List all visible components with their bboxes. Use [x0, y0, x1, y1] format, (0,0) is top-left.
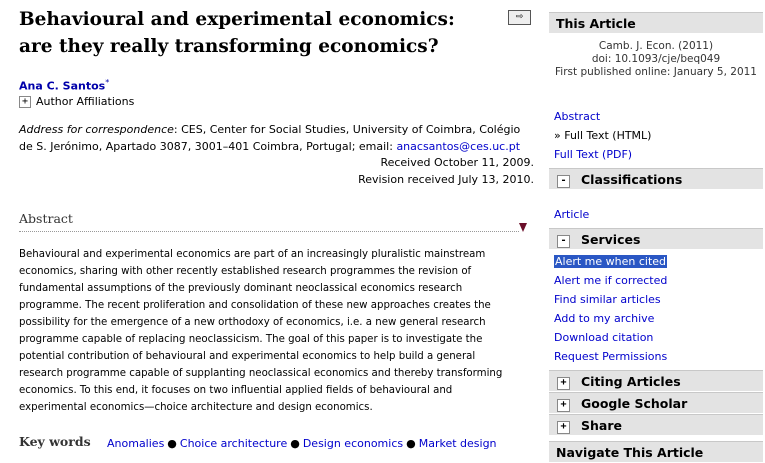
published-date: First published online: January 5, 2011 — [555, 66, 757, 78]
bullet-icon: ● — [167, 437, 177, 450]
sidebar — [549, 0, 765, 462]
google-scholar-label[interactable]: Google Scholar — [581, 396, 688, 411]
navigate-heading — [549, 441, 763, 462]
article-dates — [358, 154, 534, 188]
author-link[interactable]: Ana C. Santos — [19, 79, 106, 93]
received-date: Received October 11, 2009. — [380, 156, 534, 169]
keywords-heading: Key words — [19, 434, 91, 449]
article-title: Behavioural and experimental economics: are they really transforming economics? — [19, 9, 455, 57]
full-text-html-link[interactable]: » Full Text (HTML) — [554, 129, 652, 142]
services-label[interactable]: Services — [581, 232, 641, 247]
revised-date: Revision received July 13, 2010. — [358, 173, 534, 186]
expand-icon[interactable]: + — [557, 377, 570, 390]
abstract-divider — [19, 231, 519, 232]
email-link[interactable]: anacsantos@ces.uc.pt — [396, 140, 521, 153]
author-name[interactable] — [19, 78, 109, 93]
abstract-text: Behavioural and experimental economics are part of an increasingly pluralistic mainstream economics, sharing with other recently established research programmes the revision of fundamental assumptions of the previously dominant neoclassical economics research programme. The recent proliferation and consolidation of these new approaches creates the possibility for the emergence of a new orthodoxy of economics, i.e. a new general research programme capable of replacing neoclassicism. The goal of this paper is to investigate the potential contribution of behavioural and experimental economics to help build a general research programme capable of supplanting neoclassical economics and thereby transforming economics. To this end, it focuses on two influential applied fields of behavioural and experimental economics—choice architecture and design economics. — [19, 249, 503, 413]
google-scholar-heading[interactable] — [549, 392, 763, 413]
alert-corrected-link[interactable]: Alert me if corrected — [554, 274, 668, 287]
services-heading[interactable] — [549, 228, 763, 249]
download-citation-link[interactable]: Download citation — [554, 331, 654, 344]
classifications-label[interactable]: Classifications — [581, 172, 683, 187]
correspondence-label: Address for correspondence — [19, 123, 174, 136]
affiliations-label[interactable]: Author Affiliations — [36, 95, 135, 108]
full-text-pdf-link[interactable]: Full Text (PDF) — [554, 148, 633, 161]
classifications-heading[interactable] — [549, 168, 763, 189]
add-archive-link[interactable]: Add to my archive — [554, 312, 655, 325]
abstract-heading: Abstract — [19, 211, 73, 226]
keyword-link[interactable]: Design economics — [302, 437, 404, 450]
classification-article-link[interactable]: Article — [554, 208, 590, 221]
request-permissions-link[interactable]: Request Permissions — [554, 350, 668, 363]
alert-cited-label[interactable]: Alert me when cited — [555, 255, 667, 268]
keyword-link[interactable]: Market design — [418, 437, 497, 450]
this-article-label: This Article — [556, 16, 636, 31]
author-affiliations[interactable] — [19, 95, 134, 108]
journal-citation: Camb. J. Econ. (2011) — [598, 40, 714, 52]
collapse-icon[interactable]: - — [557, 235, 570, 248]
this-article-heading — [549, 12, 763, 33]
share-label[interactable]: Share — [581, 418, 622, 433]
keyword-link[interactable]: Choice architecture — [179, 437, 288, 450]
correspondence-text: : CES, Center for Social Studies, University of Coimbra, Colégio de S. Jerónimo, Apartado 3087, 3001–401 Coimbra, Portugal; email: — [19, 123, 521, 153]
expand-icon[interactable]: + — [557, 421, 570, 434]
doi: doi: 10.1093/cje/beq049 — [591, 53, 721, 65]
citation-info — [549, 40, 763, 79]
alert-cited-link[interactable] — [554, 255, 667, 268]
citing-articles-heading[interactable] — [549, 370, 763, 391]
collapse-icon[interactable]: - — [557, 175, 570, 188]
author-mark: * — [105, 78, 110, 87]
bullet-icon: ● — [290, 437, 300, 450]
share-heading[interactable] — [549, 414, 763, 435]
abstract-link[interactable]: Abstract — [554, 110, 601, 123]
keywords-list — [107, 437, 497, 450]
expand-icon[interactable]: + — [557, 399, 570, 412]
arrow-right-icon[interactable]: ⇨ — [508, 10, 531, 25]
bullet-icon: ● — [406, 437, 416, 450]
correspondence — [19, 121, 534, 155]
collapse-triangle-icon[interactable] — [519, 223, 527, 232]
citing-articles-label[interactable]: Citing Articles — [581, 374, 681, 389]
find-similar-link[interactable]: Find similar articles — [554, 293, 661, 306]
keyword-link[interactable]: Anomalies — [107, 437, 165, 450]
navigate-label: Navigate This Article — [556, 445, 704, 460]
expand-icon[interactable]: + — [19, 96, 31, 108]
